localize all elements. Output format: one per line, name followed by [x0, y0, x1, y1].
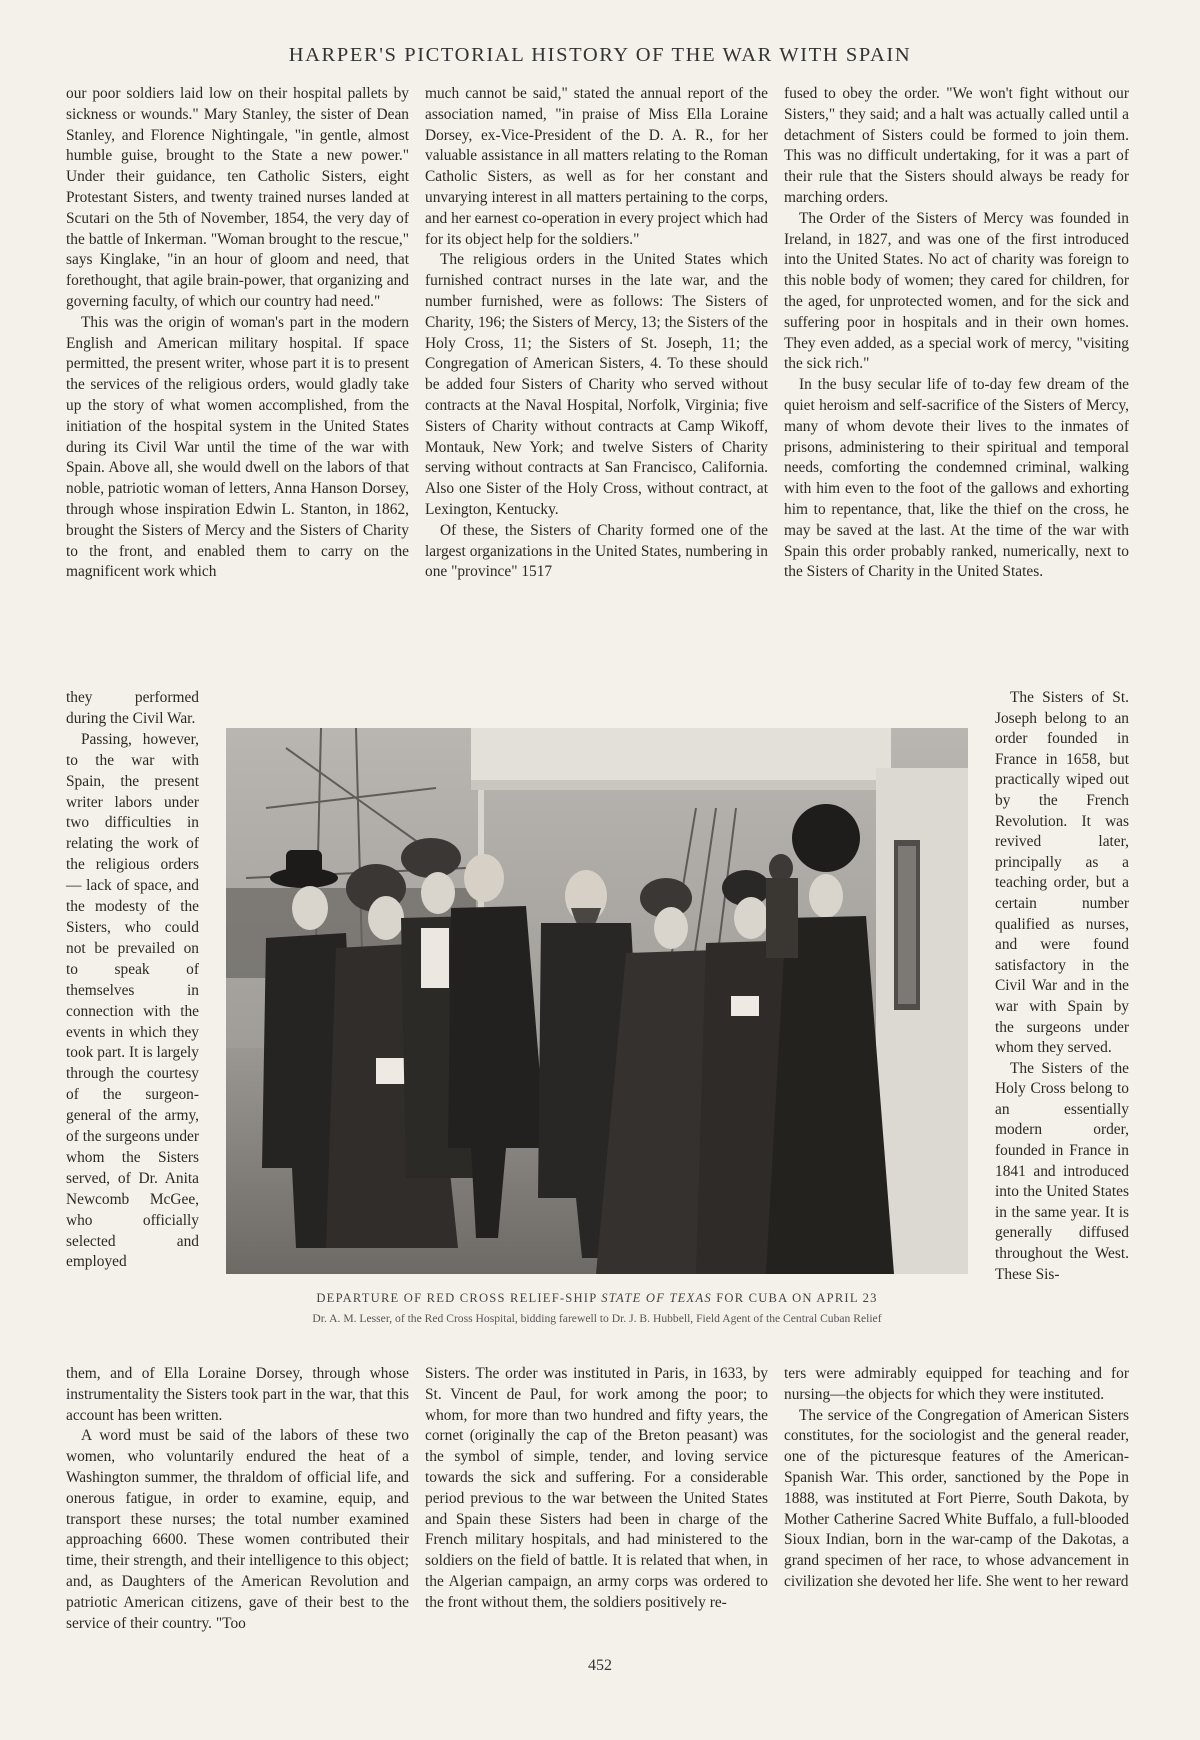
paragraph: fused to obey the order. "We won't fight without our Sisters," they said; and a halt was actually called until a detachment of Sisters could be formed to join them. This was no difficult undertaking, for it was a part of their rule that the Sisters should always be ready for marching orders.: [784, 85, 1129, 206]
caption-text: DEPARTURE OF RED CROSS RELIEF-SHIP: [316, 1291, 602, 1305]
column-3-bottom: [784, 1364, 1129, 1593]
caption-ship-name: STATE OF TEXAS: [601, 1291, 712, 1305]
paragraph: A word must be said of the labors of these two women, who voluntarily endured the heat of a Washington summer, the thraldom of official life, and onerous fatigue, in order to examine, equip, and transport these nurses; the total number examined approaching 6600. These women contributed their time, their strength, and their intelligence to this object; and, as Daughters of the American Revolution and patriotic American citizens, gave of their best to the service of their country. "Too: [66, 1427, 409, 1632]
paragraph: In the busy secular life of to-day few dream of the quiet heroism and self-sacrifice of the Sisters of Mercy, many of whom devote their lives to the inmates of prisons, administering to their spiritual and temporal needs, comforting the condemned criminal, walking with him even to the foot of the gallows and exhorting him to repentance, that, like the thief on the cross, he may be saved at the last. At the time of the war with Spain this order probably ranked, numerically, next to the Sisters of Charity in the United States.: [784, 376, 1129, 581]
column-2-top: [425, 84, 768, 583]
paragraph: The Sisters of the Holy Cross belong to an essentially modern order, founded in France in 1841 and introduced into the United States in the same year. It is generally diffused throughout the West. These Sis-: [995, 1059, 1129, 1283]
paragraph: our poor soldiers laid low on their hospital pallets by sickness or wounds." Mary Stanley, the sister of Dean Stanley, and Florence Nightingale, "in gentle, almost humble guise, brought to the State a new power." Under their guidance, ten Catholic Sisters, eight Protestant Sisters, and twenty trained nurses landed at Scutari on the 5th of November, 1854, the very day of the battle of Inkerman. "Woman brought to the rescue," says Kinglake, "in an hour of gloom and need, that forethought, that agile brain-power, that organizing and governing faculty, of which our country had need.": [66, 85, 409, 310]
column-1-narrow: [66, 688, 199, 1273]
photograph-scene: [226, 728, 968, 1274]
figure-caption-title: [210, 1291, 984, 1306]
paragraph: The Order of the Sisters of Mercy was founded in Ireland, in 1827, and was one of the first introduced into the United States. No act of charity was foreign to this noble body of women; they cared for children, for the aged, for unprotected women, and for the sick and suffering poor in hospitals and in their own homes. They even added, as a special work of mercy, "visiting the sick rich.": [784, 209, 1129, 373]
paragraph: The Sisters of St. Joseph belong to an order founded in France in 1658, but practically wiped out by the French Revolution. It was revived later, principally as a teaching order, but a certain number qualified as nurses, and were found satisfactory in the Civil War and in the war with Spain by the surgeons under whom they served.: [995, 689, 1129, 1057]
column-1-bottom: [66, 1364, 409, 1634]
column-2-bottom: [425, 1364, 768, 1614]
running-head: HARPER'S PICTORIAL HISTORY OF THE WAR WITH SPAIN: [288, 44, 912, 66]
column-3-narrow: [995, 688, 1129, 1285]
photograph: [226, 728, 968, 1274]
paragraph: they performed during the Civil War.: [66, 689, 199, 727]
column-1-top: [66, 84, 409, 583]
paragraph: them, and of Ella Loraine Dorsey, through whose instrumentality the Sisters took part in the war, that this account has been written.: [66, 1365, 409, 1424]
caption-text: FOR CUBA ON APRIL 23: [711, 1291, 878, 1305]
paragraph: Passing, however, to the war with Spain, the present writer labors under two difficulties in relating the work of the religious orders — lack of space, and the modesty of the Sisters, who could not be prevailed on to speak of themselves in connection with the events in which they took part. It is largely through the courtesy of the surgeon-general of the army, of the surgeons under whom the Sisters served, of Dr. Anita Newcomb McGee, who officially selected and employed: [66, 730, 199, 1271]
paragraph: The religious orders in the United States which furnished contract nurses in the late war, and the number furnished, were as follows: The Sisters of Charity, 196; the Sisters of Mercy, 13; the Sisters of the Holy Cross, 11; the Sisters of St. Joseph, 11; the Congregation of American Sisters, 4. To these should be added four Sisters of Charity who served without contracts at the Naval Hospital, Norfolk, Virginia; five Sisters of Charity without contracts at Camp Wikoff, Montauk, New York; and twelve Sisters of Charity serving without contracts at San Francisco, California. Also one Sister of the Holy Cross, without contract, at Lexington, Kentucky.: [425, 251, 768, 518]
paragraph: much cannot be said," stated the annual report of the association named, "in praise of Miss Ella Loraine Dorsey, ex-Vice-President of the D. A. R., for her valuable assistance in all matters relating to the Roman Catholic Sisters, as well as for her constant and unvarying interest in all matters pertaining to the corps, and her earnest co-operation in every project which had for its object help for the soldiers.": [425, 85, 768, 248]
column-3-top: [784, 84, 1129, 583]
paragraph: ters were admirably equipped for teaching and for nursing—the objects for which they were instituted.: [784, 1365, 1129, 1403]
paragraph: Sisters. The order was instituted in Paris, in 1633, by St. Vincent de Paul, for work among the poor; to whom, for more than two hundred and fifty years, the cornet (originally the cap of the Breton peasant) was the symbol of simple, tender, and loving service towards the sick and suffering. For a considerable period previous to the war between the United States and Spain these Sisters had been in charge of the French military hospitals, and had ministered to the soldiers on the field of battle. It is related that when, in the Algerian campaign, an army corps was ordered to the front without them, the soldiers positively re-: [425, 1365, 768, 1611]
page-number: 452: [588, 1657, 612, 1674]
figure-caption-subtitle: Dr. A. M. Lesser, of the Red Cross Hospital, bidding farewell to Dr. J. B. Hubbell, Field Agent of the Central Cuban Relief: [312, 1312, 882, 1325]
paragraph: The service of the Congregation of American Sisters constitutes, for the sociologist and the general reader, one of the picturesque features of the American-Spanish War. This order, sanctioned by the Pope in 1888, was instituted at Fort Pierre, South Dakota, by Mother Catherine Sacred White Buffalo, a full-blooded Sioux Indian, born in the war-camp of the Dakotas, a grand specimen of her race, to whose advancement in civilization she devoted her life. She went to her reward: [784, 1406, 1129, 1590]
paragraph: Of these, the Sisters of Charity formed one of the largest organizations in the United States, numbering in one "province" 1517: [425, 521, 768, 581]
paragraph: This was the origin of woman's part in the modern English and American military hospital. If space permitted, the present writer, whose part it is to present the services of the religious orders, would gladly take up the story of what women accomplished, from the initiation of the hospital system in the United States during its Civil War until the time of the war with Spain. Above all, she would dwell on the labors of that noble, patriotic woman of letters, Anna Hanson Dorsey, through whose inspiration Edwin L. Stanton, in 1862, brought the Sisters of Mercy and the Sisters of Charity to the front, and enabled them to carry on the magnificent work which: [66, 313, 409, 581]
